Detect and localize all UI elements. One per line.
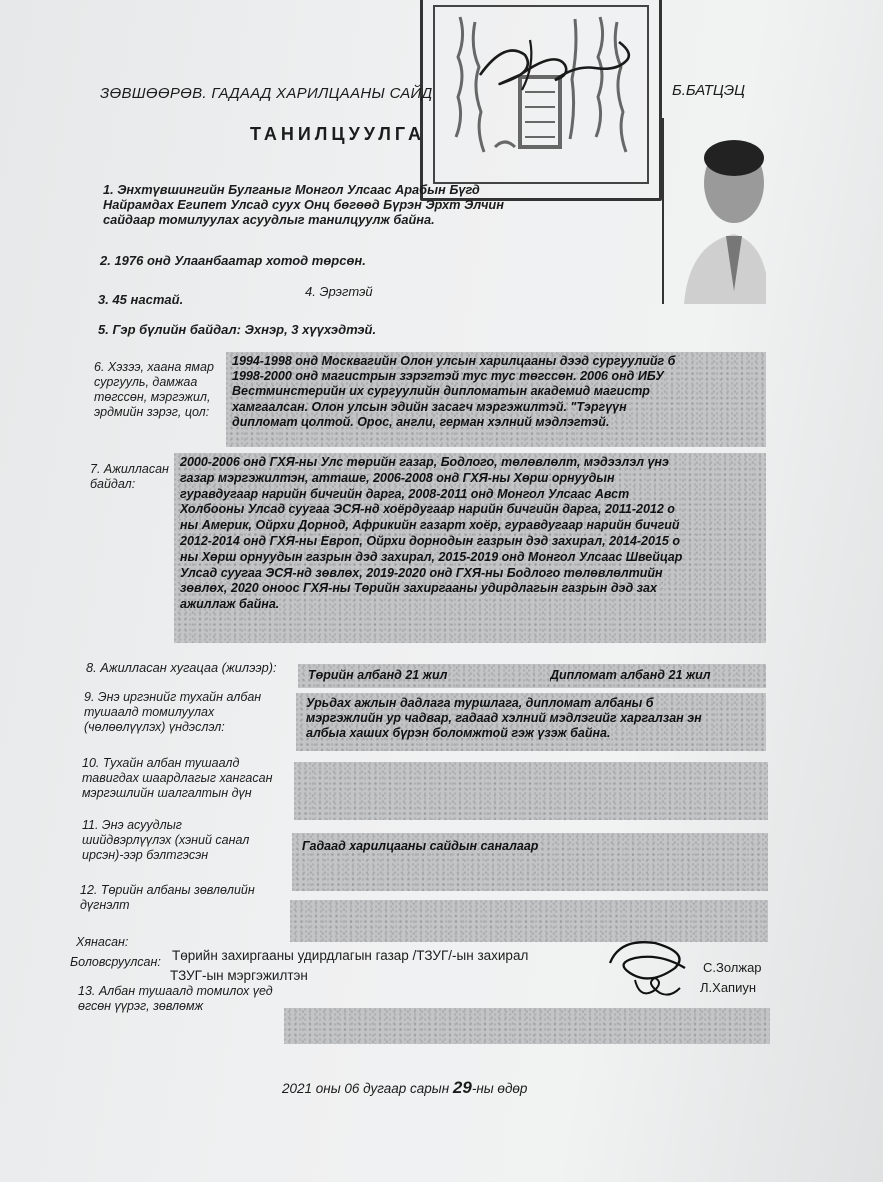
item-1-text: 1. Энхтүвшингийн Булганыг Монгол Улсаас Арабын Бүгд Найрамдах Египет Улсад суух Онц бөгөөд Бүрэн Эрхт Элчин сайдаар томилуулах асуудлыг танилцуулж байна. (103, 182, 504, 227)
item-6-value: 1994-1998 онд Москвагийн Олон улсын харилцааны дээд сургуулийг б 1998-2000 онд магистрын зэрэгтэй тус тус төгссөн. 2006 онд ИБУ Вестминстерийн их сургуулийн дипломатын академид магистр хамгаалсан. Олон улсын эдийн засагч мэргэжилтэй. "Тэргүүн дипломат цолтой. Орос, англи, герман хэлний мэдлэгтэй. (232, 354, 676, 429)
item-12-label: 12. Төрийн албаны зөвлөлийн дүгнэлт (80, 883, 255, 912)
item-2-text: 2. 1976 онд Улаанбаатар хотод төрсөн. (100, 253, 366, 268)
date-suffix: -ны өдөр (471, 1081, 528, 1096)
approval-heading: ЗӨВШӨӨРӨВ. ГАДААД ХАРИЛЦААНЫ САЙД (100, 85, 433, 102)
date-prefix: 2021 оны 06 дугаар сарын (282, 1081, 453, 1096)
item-11-value-box (292, 833, 768, 891)
item-8-label: 8. Ажилласан хугацаа (жилээр): (86, 660, 277, 675)
item-6-value-box (226, 352, 766, 447)
checker-signature (600, 935, 700, 1005)
item-7-label: 7. Ажилласан байдал: (90, 462, 169, 491)
footer-date (282, 1078, 527, 1098)
item-13-value-box (284, 1008, 770, 1044)
item-6-label: 6. Хэзээ, хаана ямар сургууль, дамжаа төгссөн, мэргэжил, эрдмийн зэрэг, цол: (94, 360, 214, 419)
item-7-value: 2000-2006 онд ГХЯ-ны Улс төрийн газар, Бодлого, төлөвлөлт, мэдээлэл үнэ газар мэргэжилтэн, атташе, 2006-2008 онд ГХЯ-ны Хөрш орнуудын гуравдугаар нарийн бичгийн дарга, 2008-2011 онд Монгол Улсаас Авст Холбооны Улсад суугаа ЭСЯ-нд хоёрдугаар нарийн бичгийн дарга, 2011-2012 о ны Америк, Ойрхи Дорнод, Африкийн газарт хоёр, гуравдугаар нарийн бичгий 2012-2014 онд ГХЯ-ны Европ, Ойрхи дорнодын газрын дэд захирал, 2014-2015 о ны Хөрш орнуудын газрын дэд захирал, 2015-2019 онд Монгол Улсаас Швейцар Улсад суугаа ЭСЯ-нд зөвлөх, 2019-2020 онд ГХЯ-ны Бодлого төлөвлөлтийн зөвлөх, 2020 оноос ГХЯ-ны Төрийн захиргааны удирдлагын газрын дэд зах ажиллаж байна. (180, 455, 683, 612)
item-4-text: 4. Эрэгтэй (305, 284, 373, 299)
item-7-value-box (174, 453, 766, 643)
minister-signature (470, 30, 670, 100)
portrait-figure (664, 118, 766, 304)
item-8-diplomatic-service: Дипломат албанд 21 жил (550, 668, 711, 682)
minister-name: Б.БАТЦЭЦ (672, 82, 746, 99)
item-5-text: 5. Гэр бүлийн байдал: Эхнэр, 3 хүүхэдтэй. (98, 322, 377, 337)
date-day: 29 (452, 1078, 472, 1097)
document-title: ТАНИЛЦУУЛГА (250, 124, 425, 144)
checked-label: Хянасан: (76, 935, 129, 949)
prepared-label: Боловсруулсан: (70, 955, 161, 969)
item-10-value-box (294, 762, 768, 820)
item-9-label: 9. Энэ иргэнийг тухайн албан тушаалд томилуулах (чөлөөлүүлэх) үндэслэл: (84, 690, 262, 734)
item-9-value-box (296, 693, 766, 751)
item-8-public-service: Төрийн албанд 21 жил (308, 668, 448, 682)
item-11-label: 11. Энэ асуудлыг шийдвэрлүүлэх (хэний санал ирсэн)-ээр бэлтгэсэн (82, 818, 250, 862)
item-9-value: Урьдах ажлын дадлага туршлага, дипломат албаны б мэргэжлийн ур чадвар, гадаад хэлний мэдлэгийг харгалзан эн албыа хаших бүрэн боломжтой гэж үзэж байна. (306, 696, 702, 741)
item-11-value: Гадаад харилцааны сайдын саналаар (302, 839, 539, 853)
preparer-name: Л.Хапиун (700, 980, 757, 995)
item-8-value-box (298, 664, 766, 688)
checker-name: С.Золжар (703, 960, 762, 975)
prepared-by-position: ТЗУГ-ын мэргэжилтэн (170, 968, 308, 983)
checked-by-position: Төрийн захиргааны удирдлагын газар /ТЗУГ/-ын захирал (172, 948, 529, 963)
portrait-photo (662, 118, 768, 304)
item-10-label: 10. Тухайн албан тушаалд тавигдах шаардлагыг хангасан мэргэшлийн шалгалтын дүн (82, 756, 273, 800)
item-3-text: 3. 45 настай. (98, 292, 184, 307)
item-13-label: 13. Албан тушаалд томилох үед өгсөн үүрэг, зөвлөмж (78, 984, 273, 1013)
